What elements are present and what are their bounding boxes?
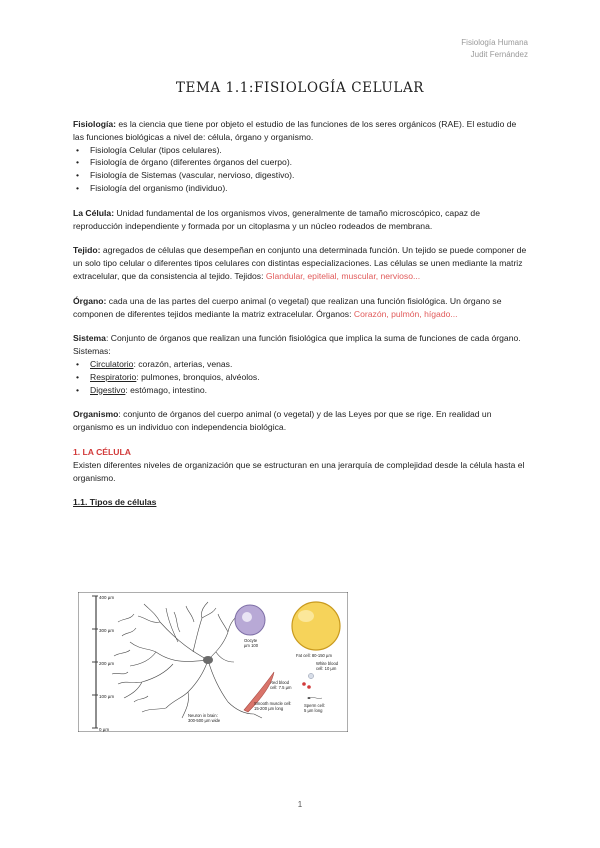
- axis-tick-label: 200 µm: [99, 661, 115, 666]
- neuron-label: Neuron in brain:: [188, 713, 218, 718]
- section-heading: 1. LA CÉLULA: [73, 446, 131, 457]
- wbc-size-label: cell: 10 µm: [316, 666, 337, 671]
- organo-examples: Corazón, pulmón, hígado...: [353, 308, 458, 319]
- sperm-label: Sperm cell:: [304, 703, 325, 708]
- red-blood-cell-drawing: [307, 685, 311, 689]
- white-blood-cell-drawing: [308, 673, 313, 678]
- organo-term: Órgano:: [73, 295, 107, 306]
- wbc-label: White blood: [316, 661, 339, 666]
- list-item: [73, 371, 529, 384]
- fisiologia-definition: es la ciencia que tiene por objeto el estudio de las funciones de los seres orgánicos (RAE). El estudio de las funciones biológicas a nivel de: célula, órgano y organismo.: [73, 119, 517, 142]
- tejido-examples: Glandular, epitelial, muscular, nervioso...: [265, 270, 421, 281]
- organismo-paragraph: [73, 408, 529, 434]
- sistema-paragraph: [73, 332, 529, 358]
- fat-cell-label: Fat cell: 80-150 µm: [296, 653, 332, 658]
- list-item: • Fisiología Celular (tipos celulares).: [73, 144, 529, 157]
- list-item: [73, 358, 529, 371]
- system-name: Circulatorio: [90, 358, 134, 369]
- page-title: TEMA 1.1:FISIOLOGÍA CELULAR: [175, 80, 425, 96]
- cell-types-figure: [78, 592, 348, 732]
- red-blood-cell-drawing: [302, 682, 306, 686]
- axis-tick-label: 300 µm: [99, 628, 115, 633]
- sistema-list: [73, 358, 529, 396]
- oocyte-label: Oocyte: [244, 638, 258, 643]
- list-item: • Fisiología de Sistemas (vascular, nervioso, digestivo).: [73, 169, 529, 182]
- system-organs: : estómago, intestino.: [125, 384, 208, 395]
- organismo-definition: : conjunto de órganos del cuerpo animal (o vegetal) y de las Leyes por que se rige. En realidad un organismo es un individuo con independencia biológica.: [73, 409, 492, 433]
- subsection-heading: 1.1. Tipos de células: [73, 497, 157, 508]
- document-body: [73, 118, 529, 509]
- smooth-muscle-label: Smooth muscle cell:: [254, 701, 292, 706]
- list-item: [73, 384, 529, 397]
- header-subject: Fisiología Humana: [461, 38, 528, 47]
- system-name: Digestivo: [90, 384, 126, 395]
- oocyte-size-label: µm 100: [244, 643, 259, 648]
- tejido-paragraph: [73, 244, 529, 282]
- rbc-label: Red blood: [270, 680, 290, 685]
- rbc-size-label: cell: 7.5 µm: [270, 685, 292, 690]
- neuron-size-label: 300-500 µm wide: [188, 718, 221, 723]
- tejido-term: Tejido:: [73, 245, 101, 256]
- list-item: • Fisiología del organismo (individuo).: [73, 182, 529, 195]
- organo-definition: cada una de las partes del cuerpo animal (o vegetal) que realizan una función fisiológica. Un órgano se componen de diferentes tejidos mediante la matriz extracelular. Órganos:: [73, 295, 502, 319]
- fisiologia-term: Fisiología:: [73, 119, 116, 129]
- celula-paragraph: [73, 207, 529, 233]
- smooth-muscle-size-label: 15-200 µm long: [254, 706, 284, 711]
- organo-paragraph: [73, 295, 529, 321]
- oocyte-nucleus: [242, 612, 252, 622]
- axis-tick-label: 100 µm: [99, 694, 115, 699]
- axis-tick-label: 400 µm: [99, 595, 115, 600]
- celula-definition: Unidad fundamental de los organismos vivos, generalmente de tamaño microscópico, capaz de reproducción independiente y formada por un citoplasma y un núcleo rodeados de membrana.: [73, 207, 480, 231]
- system-organs: : corazón, arterias, venas.: [133, 358, 233, 369]
- celula-term: La Célula:: [73, 207, 115, 218]
- axis-tick-label: 0 µm: [99, 727, 110, 732]
- fat-cell-droplet: [298, 610, 314, 622]
- cell-size-illustration: [78, 592, 348, 732]
- header-author: Judit Fernández: [470, 50, 528, 59]
- fat-cell-drawing: [292, 602, 340, 650]
- page-number: 1: [297, 800, 303, 809]
- sistema-definition: : Conjunto de órganos que realizan una función fisiológica que implica la suma de funciones de cada órgano. Sistemas:: [73, 333, 521, 357]
- system-organs: : pulmones, bronquios, alvéolos.: [136, 371, 260, 382]
- fisiologia-paragraph: [73, 118, 529, 144]
- tejido-definition: agregados de células que desempeñan en conjunto una determinada función. Un tejido se puede componer de un solo tipo celular o diferentes tipos celulares con distintas especializaciones. Las células se unen mediante la matriz extracelular, que da consistencia al tejido. Tejidos:: [73, 245, 527, 281]
- page-header: [461, 37, 528, 61]
- section-intro: Existen diferentes niveles de organización que se estructuran en una jerarquía de complejidad desde la célula hasta el organismo.: [73, 459, 525, 483]
- neuron-soma: [203, 656, 213, 664]
- list-item: • Fisiología de órgano (diferentes órganos del cuerpo).: [73, 156, 529, 169]
- sistema-term: Sistema: [73, 333, 106, 344]
- sperm-size-label: 5 µm long: [304, 708, 323, 713]
- fisiologia-list: [73, 144, 529, 195]
- organismo-term: Organismo: [73, 409, 119, 420]
- system-name: Respiratorio: [90, 371, 137, 382]
- sperm-cell-drawing: [308, 697, 311, 699]
